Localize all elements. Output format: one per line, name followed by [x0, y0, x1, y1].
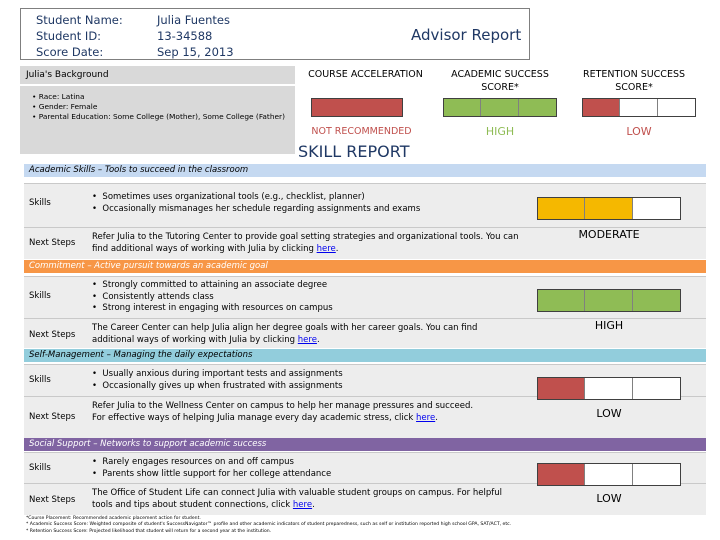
social-support-meter — [537, 463, 681, 486]
commitment-list — [92, 280, 522, 315]
score-date-value: Sep 15, 2013 — [157, 45, 234, 59]
meter-segment — [585, 464, 632, 485]
header-labels — [36, 12, 123, 60]
here-link[interactable]: here — [316, 243, 336, 254]
meter-segment — [538, 290, 585, 311]
text-end: . — [312, 499, 315, 510]
footnotes — [26, 516, 706, 535]
course-acceleration-rating: NOT RECOMMENDED — [311, 126, 412, 137]
list-item: • Strongly committed to attaining an associate degree — [92, 280, 522, 292]
academic-skills-rating: MODERATE — [578, 228, 640, 241]
section-bar-academic-skills: Academic Skills – Tools to succeed in the classroom — [24, 164, 706, 177]
course-acceleration-fill — [312, 99, 402, 116]
list-item: • Rarely engages resources on and off campus — [92, 457, 522, 469]
footnote-retention-success: * Retention Success Score: Projected likelihood that student will return for a second year at the institution. — [26, 528, 272, 534]
next-steps-label: Next Steps — [29, 238, 76, 248]
meter-segment — [538, 198, 585, 219]
report-header — [20, 8, 530, 60]
student-name-label: Student Name: — [36, 13, 123, 27]
background-body — [20, 86, 295, 154]
academic-skills-list — [92, 192, 522, 215]
self-management-rating: LOW — [596, 407, 622, 420]
header-values — [157, 12, 234, 60]
student-id-label: Student ID: — [36, 29, 102, 43]
next-steps-text: Refer Julia to the Tutoring Center to provide goal setting strategies and organizational tools. You can find additional ways of working with Julia by clicking — [92, 232, 519, 254]
academic-success-rating: HIGH — [485, 125, 515, 138]
here-link[interactable]: here — [416, 412, 436, 423]
list-item: • Occasionally mismanages her schedule regarding assignments and exams — [92, 204, 522, 216]
report-title: Advisor Report — [411, 26, 522, 44]
next-steps-text: The Office of Student Life can connect Julia with valuable student groups on campus. For helpful tools and tips about student connections, click — [92, 488, 502, 510]
footnote-academic-success: * Academic Success Score: Weighted composite of student's SuccessNavigator™ profile and other academic indicators of student preparedness, such as self or institution reported high school GPA, SAT/ACT, etc. — [26, 522, 512, 528]
meter-segment — [481, 99, 518, 116]
text-end: . — [316, 334, 320, 345]
academic-success-title: ACADEMIC SUCCESS SCORE* — [451, 69, 549, 93]
skills-label: Skills — [29, 463, 51, 473]
background-title: Julia's Background — [20, 66, 295, 84]
meter-segment — [585, 378, 632, 399]
social-support-next-text — [92, 488, 512, 511]
social-support-list — [92, 457, 522, 480]
score-date-label: Score Date: — [36, 45, 104, 59]
course-acceleration-title: COURSE ACCELERATION — [308, 69, 423, 80]
self-management-meter — [537, 377, 681, 400]
student-name-value: Julia Fuentes — [157, 13, 230, 27]
list-item: • Parents show little support for her college attendance — [92, 469, 522, 481]
course-acceleration-box — [311, 98, 403, 117]
academic-skills-meter — [537, 197, 681, 220]
skills-label: Skills — [29, 198, 51, 208]
meter-segment — [633, 198, 680, 219]
academic-skills-next-text — [92, 232, 520, 255]
meter-segment — [585, 198, 632, 219]
next-steps-label: Next Steps — [29, 412, 76, 422]
skills-label: Skills — [29, 375, 51, 385]
section-bar-commitment: Commitment – Active pursuit towards an academic goal — [24, 260, 706, 273]
retention-success-meter — [582, 98, 696, 117]
meter-segment — [444, 99, 481, 116]
meter-segment — [633, 464, 680, 485]
retention-success-rating: LOW — [626, 125, 652, 138]
next-steps-label: Next Steps — [29, 495, 76, 505]
self-management-next-text — [92, 401, 482, 424]
retention-success-title: RETENTION SUCCESS SCORE* — [582, 69, 686, 93]
list-item: • Sometimes uses organizational tools (e.g., checklist, planner) — [92, 192, 522, 204]
list-item: • Strong interest in engaging with resources on campus — [92, 303, 522, 315]
skills-label: Skills — [29, 291, 51, 301]
commitment-next-text — [92, 323, 522, 346]
list-item: • Occasionally gives up when frustrated with assignments — [92, 381, 522, 393]
next-steps-label: Next Steps — [29, 330, 76, 340]
meter-segment — [620, 99, 657, 116]
here-link[interactable]: here — [292, 499, 313, 510]
meter-segment — [658, 99, 695, 116]
background-gender: • Gender: Female — [32, 102, 289, 112]
meter-segment — [538, 464, 585, 485]
self-management-list — [92, 369, 522, 392]
section-bar-self-management: Self-Management – Managing the daily expectations — [24, 349, 706, 362]
next-steps-text: Refer Julia to the Wellness Center on campus to help her manage pressures and succeed. For effective ways of helping Julia manage every day academic stress, click — [92, 401, 474, 423]
background-race: • Race: Latina — [32, 92, 289, 102]
here-link[interactable]: here — [297, 334, 317, 345]
commitment-meter — [537, 289, 681, 312]
social-support-rating: LOW — [596, 492, 622, 505]
meter-segment — [538, 378, 585, 399]
meter-segment — [633, 290, 680, 311]
meter-segment — [585, 290, 632, 311]
commitment-rating: HIGH — [594, 319, 624, 332]
section-bar-social-support: Social Support – Networks to support academic success — [24, 438, 706, 451]
academic-success-meter — [443, 98, 557, 117]
skill-report-title: SKILL REPORT — [298, 142, 410, 161]
meter-segment — [583, 99, 620, 116]
footnote-course-placement: *Course Placement: Recommended academic placement action for student. — [26, 516, 201, 521]
meter-segment — [519, 99, 556, 116]
text-end: . — [335, 243, 339, 254]
list-item: • Consistently attends class — [92, 292, 522, 304]
text-end: . — [435, 412, 438, 423]
meter-segment — [633, 378, 680, 399]
list-item: • Usually anxious during important tests and assignments — [92, 369, 522, 381]
next-steps-text: The Career Center can help Julia align her degree goals with her career goals. You can find additional ways of working with Julia by clicking — [92, 323, 478, 345]
student-id-value: 13-34588 — [157, 29, 213, 43]
background-parental-education: • Parental Education: Some College (Mother), Some College (Father) — [32, 112, 289, 122]
